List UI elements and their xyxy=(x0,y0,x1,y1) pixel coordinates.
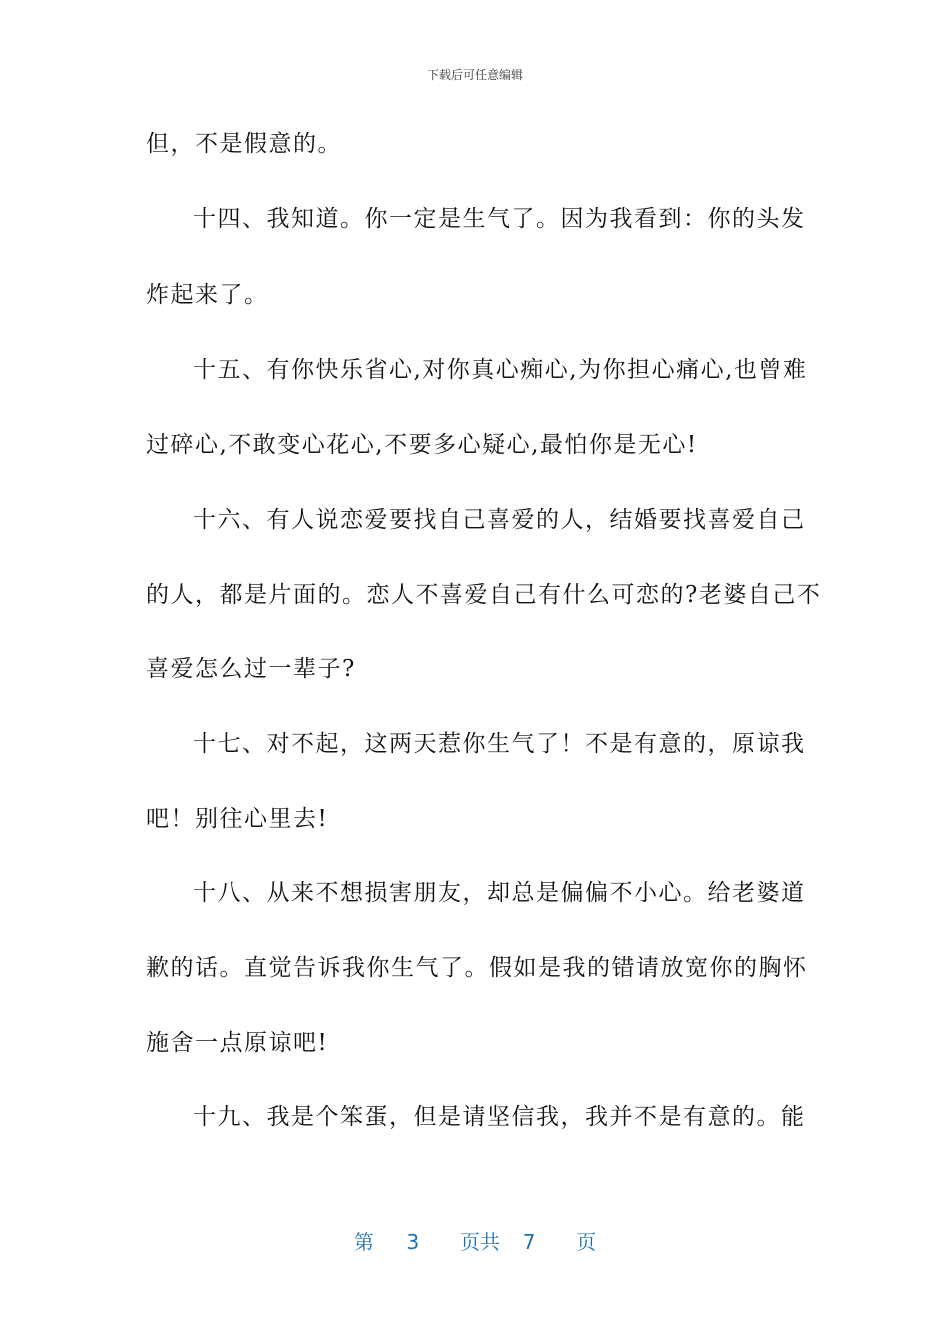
text-line: 十四、我知道。你一定是生气了。因为我看到：你的头发 xyxy=(193,206,806,232)
page-header: 下载后可任意编辑 xyxy=(426,68,523,82)
page-footer xyxy=(0,1226,950,1255)
text-line: 施舍一点原谅吧! xyxy=(146,1030,329,1056)
footer-label-ye-gong: 页共 xyxy=(460,1230,500,1254)
footer-page-current: 3 xyxy=(406,1230,420,1254)
footer-label-di: 第 xyxy=(353,1230,374,1254)
text-line: 十九、我是个笨蛋，但是请坚信我，我并不是有意的。能 xyxy=(193,1104,806,1130)
text-line: 吧！别往心里去! xyxy=(146,806,329,832)
text-line: 喜爱怎么过一辈子? xyxy=(146,656,356,682)
text-line: 炸起来了。 xyxy=(146,282,269,308)
footer-label-ye: 页 xyxy=(576,1230,597,1254)
text-line: 十七、对不起，这两天惹你生气了！不是有意的，原谅我 xyxy=(193,731,806,757)
text-line: 但，不是假意的。 xyxy=(146,131,342,157)
text-line: 过碎心,不敢变心花心,不要多心疑心,最怕你是无心! xyxy=(146,432,698,458)
text-line: 歉的话。直觉告诉我你生气了。假如是我的错请放宽你的胸怀 xyxy=(146,955,808,981)
text-line: 十八、从来不想损害朋友，却总是偏偏不小心。给老婆道 xyxy=(193,880,806,906)
text-line: 十六、有人说恋爱要找自己喜爱的人，结婚要找喜爱自己 xyxy=(193,507,806,533)
text-line: 的人，都是片面的。恋人不喜爱自己有什么可恋的?老婆自己不 xyxy=(146,582,822,608)
text-line: 十五、有你快乐省心,对你真心痴心,为你担心痛心,也曾难 xyxy=(193,357,808,383)
footer-page-total: 7 xyxy=(522,1230,536,1254)
